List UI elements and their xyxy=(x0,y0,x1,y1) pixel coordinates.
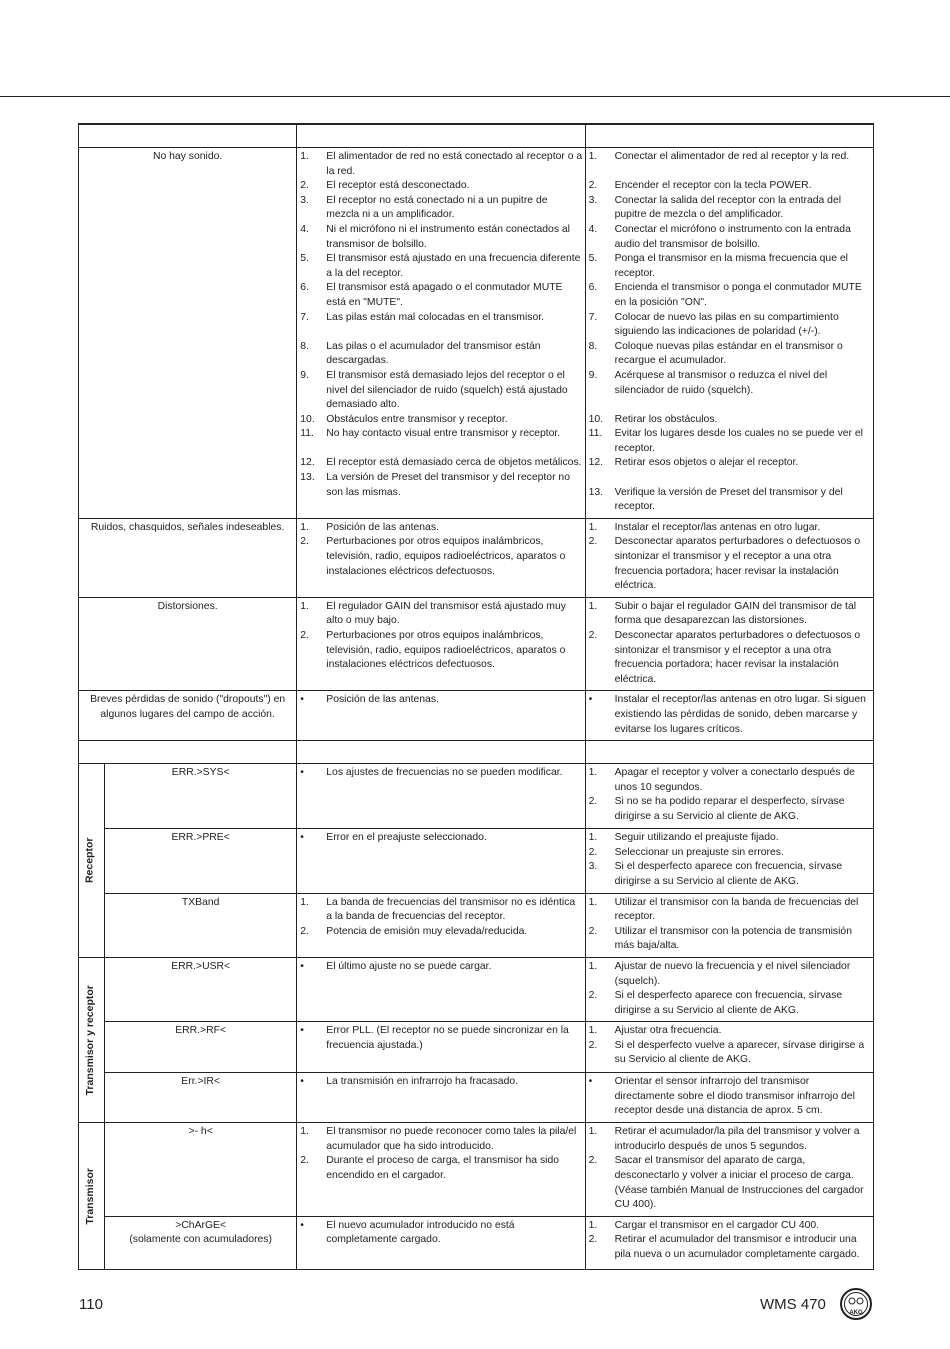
item-text: Obstáculos entre transmisor y receptor. xyxy=(326,413,508,425)
item-number: 1. xyxy=(300,1126,309,1138)
problem-cell: No hay sonido. xyxy=(79,148,297,519)
list-item xyxy=(299,629,582,673)
list-item xyxy=(299,471,582,500)
table-row xyxy=(79,1022,874,1073)
cause-cell-list xyxy=(299,1024,582,1053)
item-text: El transmisor no puede reconocer como tales la pila/el acumulador que ha sido introducido. xyxy=(326,1126,577,1152)
list-item xyxy=(299,600,582,629)
item-number: 1. xyxy=(588,600,598,612)
troubleshooting-table xyxy=(78,123,874,1270)
list-item xyxy=(588,600,871,629)
list-item xyxy=(588,925,871,954)
item-number: 2. xyxy=(300,536,309,548)
list-item xyxy=(588,1039,871,1068)
remedy-cell-list xyxy=(588,600,871,688)
list-item xyxy=(588,179,871,194)
item-number: 5. xyxy=(588,253,598,265)
cause-cell xyxy=(297,691,585,741)
header-cell xyxy=(297,124,585,148)
list-item xyxy=(588,1125,871,1154)
remedy-cell xyxy=(585,1022,873,1073)
list-item xyxy=(299,693,582,708)
cause-cell xyxy=(297,1123,585,1217)
header-cell xyxy=(585,741,873,764)
cause-cell-list xyxy=(299,896,582,940)
remedy-cell xyxy=(585,893,873,957)
list-item xyxy=(588,766,871,795)
list-item xyxy=(299,1024,582,1053)
list-item xyxy=(588,1154,871,1212)
item-text: Apagar el receptor y volver a conectarlo después de unos 10 segundos. xyxy=(614,767,855,793)
item-text: El último ajuste no se puede cargar. xyxy=(326,960,492,972)
item-number: 3. xyxy=(300,194,309,206)
problem-text: ERR.>SYS< xyxy=(171,767,230,779)
list-item xyxy=(588,860,871,889)
remedy-cell xyxy=(585,1216,873,1269)
item-number: 8. xyxy=(588,340,598,352)
item-number: • xyxy=(300,1076,304,1088)
item-text: Error PLL. (El receptor no se puede sincronizar en la frecuencia ajustada.) xyxy=(326,1025,569,1051)
header-cell xyxy=(79,741,297,764)
list-item xyxy=(299,311,582,326)
item-text: El transmisor está ajustado en una frecuencia diferente a la del receptor. xyxy=(326,253,581,279)
header-cell xyxy=(79,124,297,148)
cause-cell xyxy=(297,597,585,691)
item-text: Durante el proceso de carga, el transmisor ha sido encendido en el cargador. xyxy=(326,1155,560,1182)
item-number: 2. xyxy=(588,990,598,1002)
list-item xyxy=(588,427,871,456)
group-label-wrap xyxy=(82,764,98,957)
item-text: Conectar el alimentador de red al receptor y la red. xyxy=(614,151,850,162)
remedy-cell-list xyxy=(588,521,871,594)
remedy-cell-list xyxy=(588,896,871,954)
list-item xyxy=(588,281,871,310)
problem-cell xyxy=(105,1216,297,1269)
item-text: Ni el micrófono ni el instrumento están conectados al transmisor de bolsillo. xyxy=(326,223,570,250)
akg-logo-icon xyxy=(840,1288,872,1320)
list-item xyxy=(299,427,582,442)
problem-cell: Breves pérdidas de sonido ("dropouts") en algunos lugares del campo de acción. xyxy=(79,691,297,741)
item-text: No hay contacto visual entre transmisor y receptor. xyxy=(326,428,561,440)
remedy-cell xyxy=(585,764,873,829)
problem-cell xyxy=(105,1123,297,1217)
item-text: La transmisión en infrarrojo ha fracasado. xyxy=(326,1076,519,1088)
item-number: 2. xyxy=(588,925,598,937)
item-number: • xyxy=(588,694,593,706)
item-text: Instalar el receptor/las antenas en otro lugar. xyxy=(614,521,821,533)
list-item xyxy=(588,960,871,989)
item-text: Perturbaciones por otros equipos inalámbricos, televisión, radio, equipos radioeléctricos, aparatos o instalaciones eléctricos defectuosos. xyxy=(326,536,566,577)
item-text: Encienda el transmisor o ponga el conmutador MUTE en la posición "ON". xyxy=(614,282,862,308)
remedy-cell-list xyxy=(588,1125,871,1213)
problem-cell xyxy=(105,893,297,957)
remedy-cell xyxy=(585,518,873,597)
remedy-cell xyxy=(585,1123,873,1217)
list-item xyxy=(299,194,582,223)
list-item xyxy=(588,989,871,1018)
list-item xyxy=(299,150,582,179)
item-number: 1. xyxy=(588,896,598,908)
cause-cell-list xyxy=(299,1219,582,1248)
item-number: 2. xyxy=(588,536,598,548)
list-item xyxy=(588,795,871,824)
item-number: 1. xyxy=(588,1025,598,1037)
item-text: Instalar el receptor/las antenas en otro lugar. Si siguen existiendo las pérdidas de sonido, deben marcarse y evitarse los lugares críticos. xyxy=(614,694,866,735)
item-text: Utilizar el transmisor con la banda de frecuencias del receptor. xyxy=(614,896,859,923)
cause-cell xyxy=(297,1216,585,1269)
cause-cell-list xyxy=(299,831,582,846)
problem-text: ERR.>PRE< xyxy=(171,832,230,844)
item-number: 13. xyxy=(300,472,315,484)
list-item xyxy=(588,194,871,223)
item-number: 2. xyxy=(588,846,598,858)
item-number: 1. xyxy=(588,960,598,972)
problem-text: (solamente con acumuladores) xyxy=(129,1234,272,1246)
problem-text: >ChArGE< xyxy=(175,1219,227,1231)
item-text: Posición de las antenas. xyxy=(326,521,439,533)
item-text: Si el desperfecto aparece con frecuencia, sírvase dirigirse a su Servicio al cliente de AKG. xyxy=(614,861,843,887)
item-text: El regulador GAIN del transmisor está ajustado muy alto o muy bajo. xyxy=(326,600,566,627)
item-text: Ajustar de nuevo la frecuencia y el nivel silenciador (squelch). xyxy=(614,960,851,987)
item-number: 7. xyxy=(300,311,309,323)
table-row xyxy=(79,829,874,893)
cause-cell xyxy=(297,957,585,1021)
item-number: 1. xyxy=(588,151,598,162)
item-text: Coloque nuevas pilas estándar en el transmisor o recargue el acumulador. xyxy=(614,340,843,367)
item-number: 5. xyxy=(300,253,309,265)
item-number: 13. xyxy=(588,486,604,498)
list-item xyxy=(588,831,871,846)
list-item xyxy=(299,179,582,194)
item-text: Potencia de emisión muy elevada/reducida. xyxy=(326,925,528,937)
remedy-cell xyxy=(585,597,873,691)
table-row xyxy=(79,1216,874,1269)
table-row xyxy=(79,957,874,1021)
item-number: 3. xyxy=(588,194,598,206)
cause-cell-list xyxy=(299,693,582,708)
list-item xyxy=(299,535,582,579)
item-text: Cargar el transmisor en el cargador CU 400. xyxy=(614,1219,820,1231)
cause-cell xyxy=(297,829,585,893)
cause-cell-list xyxy=(299,521,582,579)
item-number: 2. xyxy=(588,796,598,808)
problem-text: ERR.>USR< xyxy=(171,960,231,972)
item-number: • xyxy=(300,960,304,972)
list-item xyxy=(299,340,582,369)
table-row xyxy=(79,518,874,597)
item-number: 10. xyxy=(300,413,315,425)
item-text: El receptor está demasiado cerca de objetos metálicos. xyxy=(326,457,582,469)
cause-cell-list xyxy=(299,1125,582,1183)
list-item xyxy=(299,925,582,940)
item-text: Error en el preajuste seleccionado. xyxy=(326,832,487,844)
list-item xyxy=(588,521,871,536)
list-item xyxy=(299,369,582,413)
problem-cell xyxy=(105,1073,297,1123)
table-row xyxy=(79,893,874,957)
item-number: 2. xyxy=(300,630,309,641)
item-number: 1. xyxy=(588,521,598,533)
item-text: El transmisor está demasiado lejos del receptor o el nivel del silenciador de ruido (squelch) está ajustado demasiado alto. xyxy=(326,369,568,411)
remedy-cell xyxy=(585,829,873,893)
problem-text: >- h< xyxy=(188,1126,213,1138)
list-item xyxy=(299,960,582,975)
item-text: Las pilas están mal colocadas en el transmisor. xyxy=(326,311,545,323)
item-number: 2. xyxy=(300,925,309,937)
group-label-cell xyxy=(79,957,105,1122)
item-text: Seleccionar un preajuste sin errores. xyxy=(614,846,784,858)
table-row xyxy=(79,764,874,829)
list-item xyxy=(299,456,582,471)
remedy-cell xyxy=(585,1073,873,1123)
list-item xyxy=(588,340,871,369)
item-text: El receptor no está conectado ni a un pupitre de mezcla ni a un amplificador. xyxy=(326,194,548,221)
problem-cell xyxy=(105,829,297,893)
item-text: La banda de frecuencias del transmisor no es idéntica a la banda de frecuencias del receptor. xyxy=(326,896,576,923)
group-label-cell xyxy=(79,1123,105,1270)
list-item xyxy=(588,896,871,925)
remedy-cell-list xyxy=(588,960,871,1018)
item-number: 7. xyxy=(588,311,598,323)
item-number: 4. xyxy=(300,223,309,235)
list-item xyxy=(588,1075,871,1119)
list-item xyxy=(299,223,582,252)
item-number: 1. xyxy=(588,1126,598,1138)
item-number: • xyxy=(300,694,304,706)
item-text: Desconectar aparatos perturbadores o defectuosos o sintonizar el transmisor y el receptor a una otra frecuencia portadora; hacer revisar la instalación eléctrica. xyxy=(614,630,861,685)
group-label-wrap xyxy=(82,1123,98,1269)
item-text: Conectar la salida del receptor con la entrada del pupitre de mezcla o del amplificador. xyxy=(614,194,842,221)
remedy-cell-list xyxy=(588,150,871,515)
table-row xyxy=(79,1073,874,1123)
remedy-cell xyxy=(585,691,873,741)
item-text: El receptor está desconectado. xyxy=(326,180,470,192)
item-number: 2. xyxy=(588,1234,598,1246)
item-number: 1. xyxy=(300,151,309,162)
item-number: 1. xyxy=(588,767,598,779)
item-text: Desconectar aparatos perturbadores o defectuosos o sintonizar el transmisor y el receptor a una otra frecuencia portadora; hacer revisar la instalación eléctrica. xyxy=(614,536,861,592)
item-text: Posición de las antenas. xyxy=(326,694,439,706)
list-item xyxy=(299,1219,582,1248)
list-item xyxy=(588,252,871,281)
item-number: 6. xyxy=(300,282,309,294)
list-item xyxy=(588,1233,871,1262)
page-number: 110 xyxy=(79,1296,103,1313)
item-number: 11. xyxy=(588,428,603,440)
item-text: Conectar el micrófono o instrumento con la entrada audio del transmisor de bolsillo. xyxy=(614,223,851,250)
remedy-cell-list xyxy=(588,1075,871,1119)
item-number: 1. xyxy=(588,832,598,844)
list-item xyxy=(588,629,871,687)
remedy-cell xyxy=(585,957,873,1021)
item-number: 2. xyxy=(588,1155,598,1167)
problem-cell: Distorsiones. xyxy=(79,597,297,691)
item-text: El alimentador de red no está conectado al receptor o a la red. xyxy=(326,151,583,177)
group-label-wrap xyxy=(82,958,98,1122)
problem-text: TXBand xyxy=(181,896,220,908)
cause-cell-list xyxy=(299,600,582,673)
problem-text: Err.>IR< xyxy=(181,1076,220,1088)
remedy-cell-list xyxy=(588,1219,871,1263)
list-item xyxy=(299,413,582,428)
item-text: Retirar los obstáculos. xyxy=(614,413,718,425)
table-row xyxy=(79,1123,874,1217)
remedy-cell-list xyxy=(588,693,871,737)
item-number: 2. xyxy=(300,180,309,192)
list-item xyxy=(299,521,582,536)
item-text: El transmisor está apagado o el conmutador MUTE está en "MUTE". xyxy=(326,282,563,308)
list-item xyxy=(299,1154,582,1183)
item-text: Acérquese al transmisor o reduzca el nivel del silenciador de ruido (squelch). xyxy=(614,369,828,396)
item-number: • xyxy=(300,1025,304,1037)
remedy-cell-list xyxy=(588,766,871,824)
item-text: Si no se ha podido reparar el desperfecto, sírvase dirigirse a su Servicio al cliente de AKG. xyxy=(614,796,845,822)
item-text: Si el desperfecto vuelve a aparecer, sírvase dirigirse a su Servicio al cliente de AKG. xyxy=(614,1039,865,1066)
item-text: La versión de Preset del transmisor y del receptor no son las mismas. xyxy=(326,472,570,498)
list-item xyxy=(588,1024,871,1039)
item-number: 1. xyxy=(588,1219,598,1231)
item-text: Retirar el acumulador del transmisor e introducir una pila nueva o un acumulador completamente cargado. xyxy=(614,1234,860,1261)
group-label-cell xyxy=(79,764,105,958)
cause-cell xyxy=(297,764,585,829)
list-item xyxy=(299,831,582,846)
item-number: 1. xyxy=(300,896,309,908)
problem-cell xyxy=(105,764,297,829)
item-text: Las pilas o el acumulador del transmisor están descargadas. xyxy=(326,340,541,367)
item-number: 2. xyxy=(300,1155,309,1167)
table-header-row xyxy=(79,124,874,148)
item-number: 10. xyxy=(588,413,604,425)
group-label: Transmisor xyxy=(83,1167,96,1225)
item-text: Subir o bajar el regulador GAIN del transmisor de tal forma que desaparezcan las distorsiones. xyxy=(614,600,857,627)
item-number: 11. xyxy=(300,428,314,440)
list-item xyxy=(588,486,871,515)
remedy-cell-list xyxy=(588,831,871,889)
problem-cell xyxy=(105,957,297,1021)
list-item xyxy=(588,1219,871,1234)
cause-cell xyxy=(297,1073,585,1123)
item-number: 2. xyxy=(588,1039,598,1051)
item-number: 6. xyxy=(588,282,598,294)
item-text: Sacar el transmisor del aparato de carga, desconectarlo y volver a iniciar el proceso de carga. (Véase también Manual de Instrucciones del cargador CU 400). xyxy=(614,1155,864,1211)
list-item xyxy=(588,223,871,252)
remedy-cell-list xyxy=(588,1024,871,1068)
item-number: 9. xyxy=(588,369,598,381)
item-number: 12. xyxy=(300,457,315,469)
list-item xyxy=(588,456,871,471)
table-row xyxy=(79,597,874,691)
item-number: 12. xyxy=(588,457,604,469)
item-number: • xyxy=(300,1219,304,1231)
problem-text: ERR.>RF< xyxy=(175,1025,227,1037)
item-text: Evitar los lugares desde los cuales no se puede ver el receptor. xyxy=(614,428,863,454)
list-item xyxy=(299,252,582,281)
item-text: Los ajustes de frecuencias no se pueden modificar. xyxy=(326,767,563,779)
item-number: 1. xyxy=(300,521,309,533)
list-item xyxy=(299,896,582,925)
problem-cell xyxy=(105,1022,297,1073)
remedy-cell xyxy=(585,148,873,519)
item-number: 2. xyxy=(588,630,598,641)
list-item xyxy=(588,311,871,340)
list-item xyxy=(588,693,871,737)
cause-cell-list xyxy=(299,150,582,500)
item-text: Colocar de nuevo las pilas en su compartimiento siguiendo las indicaciones de polaridad (+/-). xyxy=(614,311,839,338)
item-text: Retirar esos objetos o alejar el receptor. xyxy=(614,457,799,469)
cause-cell-list xyxy=(299,960,582,975)
item-text: Utilizar el transmisor con la potencia de transmisión más baja/alta. xyxy=(614,925,852,952)
item-number: 2. xyxy=(588,180,598,192)
cause-cell xyxy=(297,518,585,597)
item-text: Si el desperfecto aparece con frecuencia, sírvase dirigirse a su Servicio al cliente de AKG. xyxy=(614,990,843,1016)
item-text: Orientar el sensor infrarrojo del transmisor directamente sobre el diodo transmisor infrarrojo del receptor desde una distancia de aprox. 5 cm. xyxy=(614,1076,855,1117)
group-label: Transmisor y receptor xyxy=(83,984,96,1096)
list-item xyxy=(588,369,871,398)
header-cell xyxy=(297,741,585,764)
table-row xyxy=(79,148,874,519)
item-number: 9. xyxy=(300,369,309,381)
item-text: Perturbaciones por otros equipos inalámbricos, televisión, radio, equipos radioeléctricos, aparatos o instalaciones eléctricos defectuosos. xyxy=(326,630,566,671)
list-item xyxy=(588,150,871,165)
logo-text: AKG xyxy=(849,1310,863,1316)
section-header-row xyxy=(79,741,874,764)
cause-cell-list xyxy=(299,766,582,781)
list-item xyxy=(588,535,871,593)
item-number: 3. xyxy=(588,861,598,873)
item-number: • xyxy=(300,767,304,779)
item-number: • xyxy=(300,832,304,844)
group-label: Receptor xyxy=(83,837,96,884)
item-text: Ponga el transmisor en la misma frecuencia que el receptor. xyxy=(614,253,848,279)
problem-cell: Ruidos, chasquidos, señales indeseables. xyxy=(79,518,297,597)
item-text: Ajustar otra frecuencia. xyxy=(614,1025,722,1037)
item-number: • xyxy=(588,1076,593,1088)
header-cell xyxy=(585,124,873,148)
cause-cell-list xyxy=(299,1075,582,1090)
cause-cell xyxy=(297,1022,585,1073)
item-number: 1. xyxy=(300,600,309,612)
item-text: Retirar el acumulador/la pila del transmisor y volver a introducirlo después de unos 5 segundos. xyxy=(614,1126,860,1152)
list-item xyxy=(299,281,582,310)
list-item xyxy=(299,766,582,781)
item-text: Verifique la versión de Preset del transmisor y del receptor. xyxy=(614,486,843,513)
list-item xyxy=(299,1075,582,1090)
cause-cell xyxy=(297,893,585,957)
model-name: WMS 470 xyxy=(760,1296,826,1313)
item-number: 4. xyxy=(588,223,598,235)
list-item xyxy=(588,846,871,861)
item-text: Seguir utilizando el preajuste fijado. xyxy=(614,832,779,844)
list-item xyxy=(299,1125,582,1154)
list-item xyxy=(588,413,871,428)
item-text: El nuevo acumulador introducido no está completamente cargado. xyxy=(326,1219,515,1246)
item-text: Encender el receptor con la tecla POWER. xyxy=(614,180,812,192)
header-rule xyxy=(0,96,950,97)
table-row xyxy=(79,691,874,741)
item-number: 8. xyxy=(300,340,309,352)
cause-cell xyxy=(297,148,585,519)
